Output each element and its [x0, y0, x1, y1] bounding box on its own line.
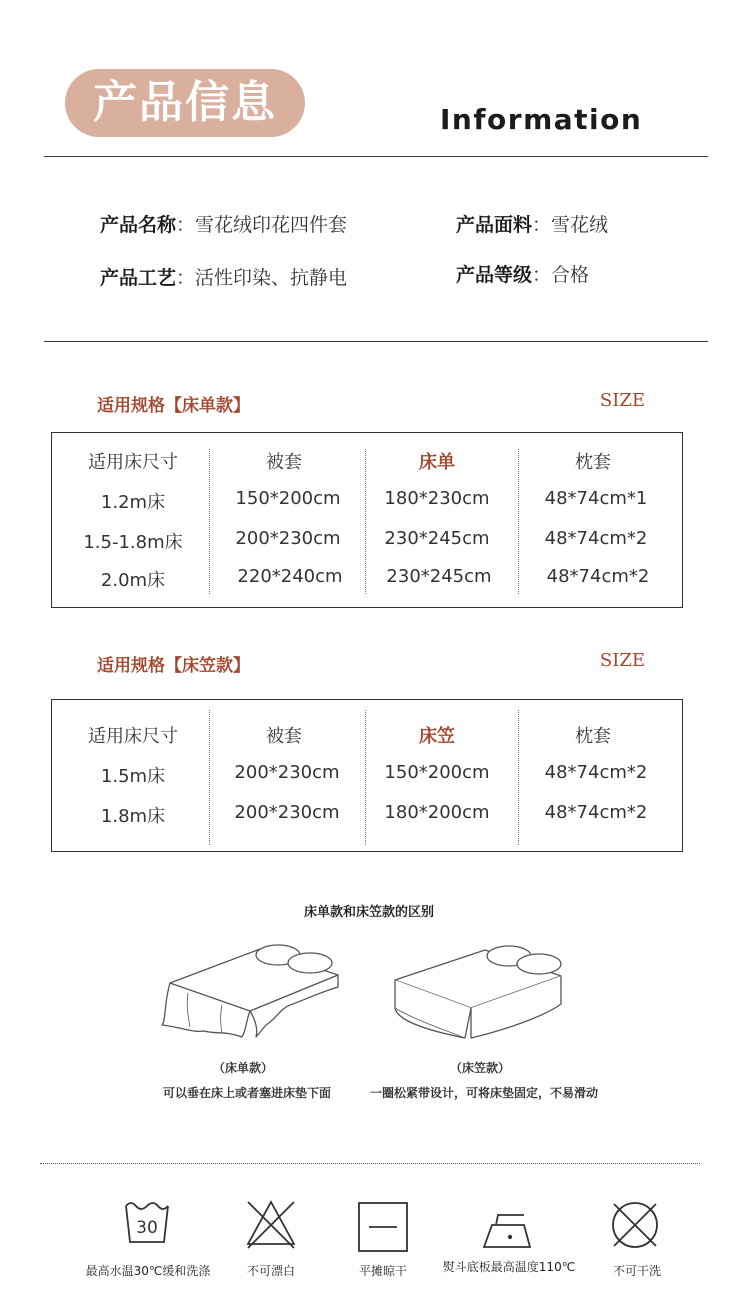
table-header-cell: 适用床尺寸: [88, 726, 178, 747]
table-cell: 180*200cm: [384, 802, 490, 823]
no-dry-clean-icon: [608, 1198, 662, 1256]
table-header-cell: 枕套: [575, 452, 611, 473]
table-cell: 230*245cm: [384, 528, 490, 549]
sheet-section-title: 适用规格【床单款】: [97, 396, 250, 416]
table-cell: 150*200cm: [235, 488, 341, 509]
table-header-cell: 床笠: [419, 726, 455, 747]
info-fabric: 产品面料：雪花绒: [456, 214, 609, 236]
table-cell: 200*230cm: [235, 528, 341, 549]
flat-sheet-caption: （床单款）: [212, 1061, 273, 1075]
info-value: 雪花绒印花四件套: [195, 214, 348, 236]
table-header-cell: 枕套: [575, 726, 611, 747]
info-product-name: 产品名称：雪花绒印花四件套: [100, 214, 348, 236]
table-cell: 48*74cm*2: [544, 802, 648, 823]
fitted-sheet-caption: （床笠款）: [449, 1061, 510, 1075]
info-key: 产品名称: [100, 214, 177, 236]
wash-30-icon: [120, 1198, 174, 1256]
table-header-cell: 适用床尺寸: [88, 452, 178, 473]
flat-sheet-description: 可以垂在床上或者塞进床垫下面: [163, 1086, 332, 1100]
diagram-title: 床单款和床笠款的区别: [303, 905, 434, 920]
care-label: 不可干洗: [612, 1264, 661, 1278]
table-cell: 200*230cm: [234, 802, 340, 823]
info-divider: [44, 341, 708, 342]
no-bleach-icon: [244, 1198, 298, 1256]
info-key: 产品工艺: [100, 267, 177, 289]
fitted-sheet-illustration: [385, 938, 575, 1048]
info-value: 雪花绒: [551, 214, 609, 236]
care-label: 不可漂白: [246, 1264, 295, 1278]
iron-icon: [480, 1203, 534, 1261]
table-cell: 220*240cm: [237, 566, 343, 587]
table-cell: 150*200cm: [384, 762, 490, 783]
table-cell: 180*230cm: [384, 488, 490, 509]
table-cell: 230*245cm: [386, 566, 492, 587]
care-label: 平摊晾干: [358, 1264, 407, 1278]
table-cell: 48*74cm*2: [544, 762, 648, 783]
info-value: 活性印染、抗静电: [195, 267, 348, 289]
dry-flat-icon: [356, 1200, 410, 1258]
info-key: 产品等级: [456, 264, 533, 286]
fitted-sheet-description: 一圈松紧带设计，可将床垫固定，不易滑动: [370, 1086, 599, 1100]
header-divider: [44, 156, 708, 157]
fitted-section-size: SIZE: [599, 650, 645, 671]
info-key: 产品面料: [456, 214, 533, 236]
table-cell: 200*230cm: [234, 762, 340, 783]
sheet-section-size: SIZE: [599, 390, 645, 411]
care-label: 熨斗底板最高温度110℃: [442, 1260, 576, 1274]
table-cell: 48*74cm*2: [546, 566, 650, 587]
table-header-cell: 被套: [266, 452, 302, 473]
table-header-cell: 床单: [419, 452, 455, 473]
info-craft: 产品工艺：活性印染、抗静电: [100, 267, 348, 289]
page-title-english: Information: [440, 103, 643, 136]
table-cell: 1.5-1.8m床: [83, 532, 183, 553]
flat-sheet-illustration: [150, 935, 350, 1045]
page-title-badge: 产品信息: [65, 69, 305, 137]
care-label: 最高水温30℃缓和洗涤: [85, 1264, 211, 1278]
sheet-size-table: [51, 432, 683, 608]
table-cell: 1.2m床: [100, 492, 166, 513]
svg-text:30: 30: [136, 1218, 158, 1238]
table-cell: 1.8m床: [100, 806, 166, 827]
info-grade: 产品等级：合格: [456, 264, 590, 286]
table-cell: 48*74cm*1: [544, 488, 648, 509]
info-value: 合格: [551, 264, 590, 286]
table-cell: 2.0m床: [100, 570, 166, 591]
fitted-section-title: 适用规格【床笠款】: [97, 656, 250, 676]
fitted-size-table: [51, 699, 683, 852]
table-cell: 1.5m床: [100, 766, 166, 787]
table-header-cell: 被套: [266, 726, 302, 747]
care-divider: [40, 1163, 700, 1164]
table-cell: 48*74cm*2: [544, 528, 648, 549]
